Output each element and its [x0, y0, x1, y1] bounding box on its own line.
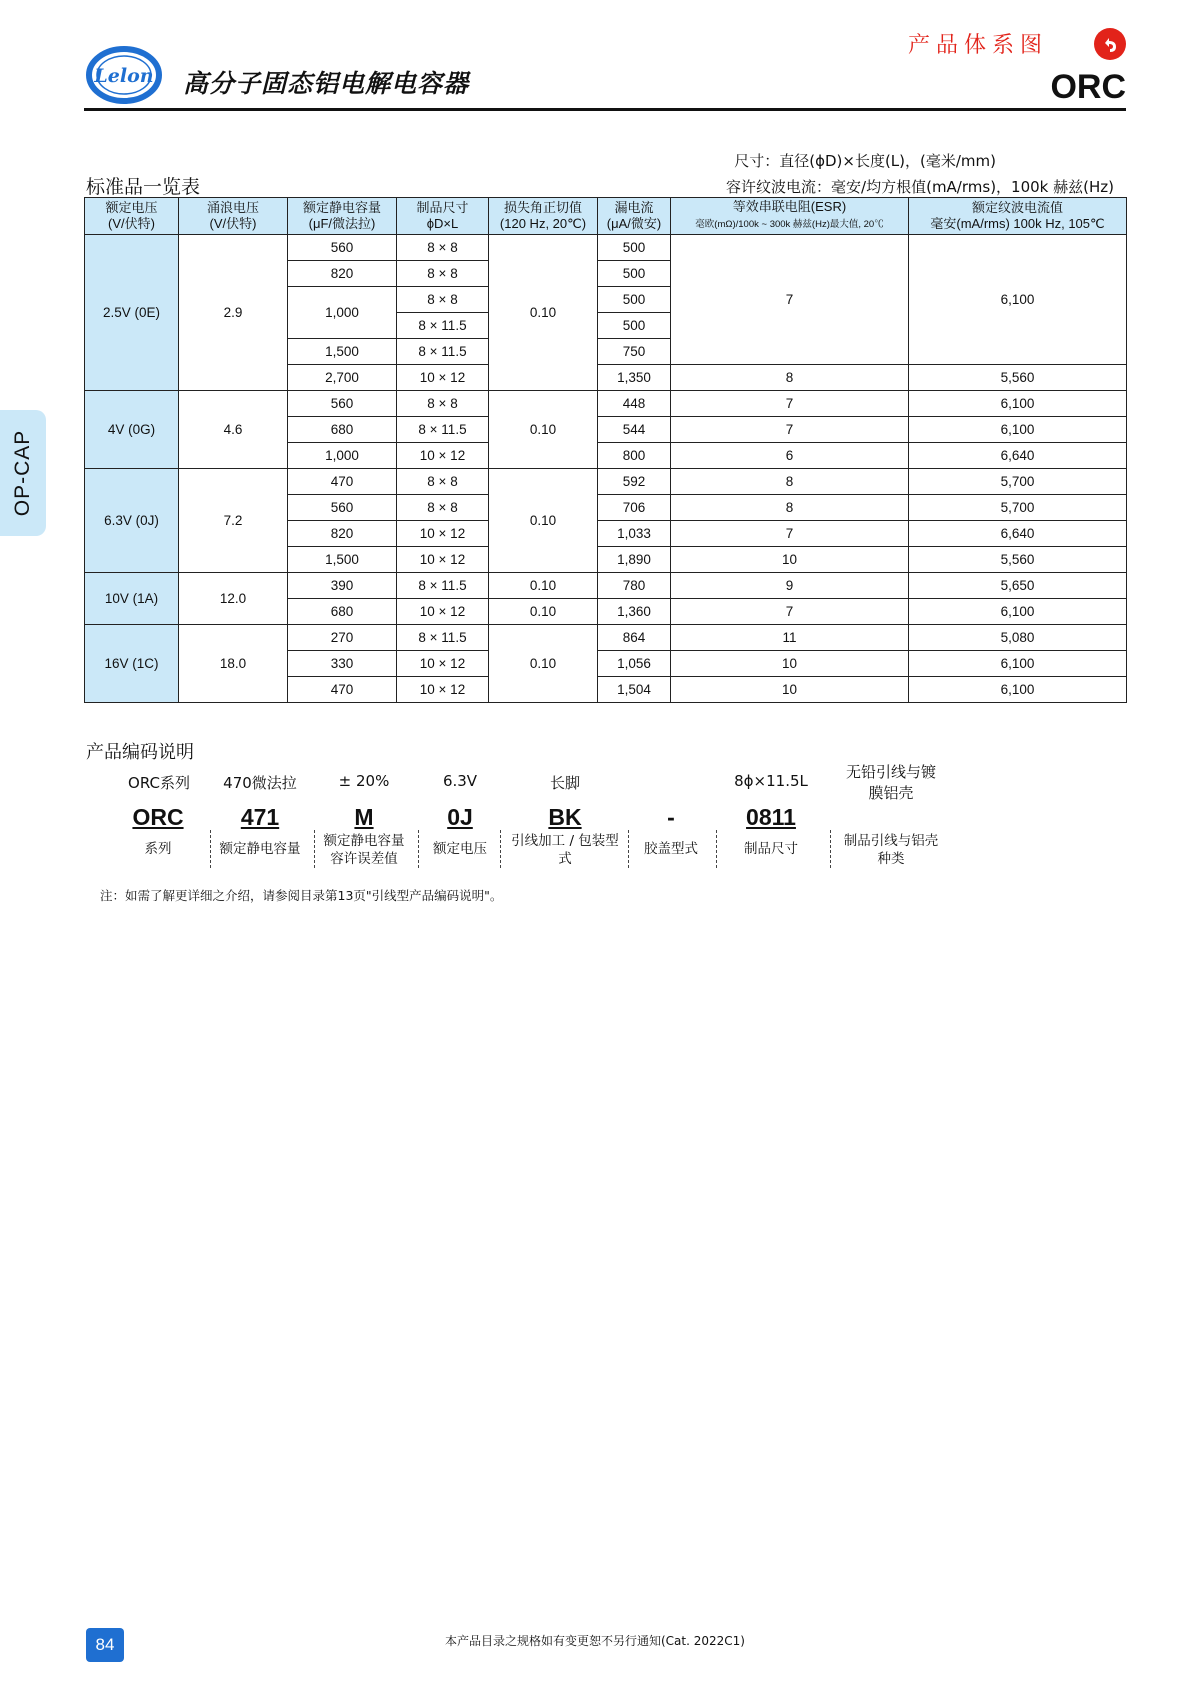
esr-cell: 10	[671, 651, 909, 677]
ripple-unit-note: 容许纹波电流：毫安/均方根值(mA/rms)，100k 赫兹(Hz)	[726, 178, 1114, 196]
table-row	[85, 573, 1127, 599]
tan-delta-cell: 0.10	[489, 469, 598, 573]
size-cell: 8 × 8	[397, 391, 489, 417]
size-cell: 10 × 12	[397, 677, 489, 703]
size-cell: 8 × 11.5	[397, 313, 489, 339]
tan-delta-cell: 0.10	[489, 573, 598, 599]
ripple-cell: 6,100	[909, 677, 1127, 703]
leakage-cell: 592	[598, 469, 671, 495]
table-row	[85, 469, 1127, 495]
ripple-cell: 6,100	[909, 599, 1127, 625]
esr-cell: 7	[671, 391, 909, 417]
capacitance-cell: 820	[288, 521, 397, 547]
size-cell: 8 × 11.5	[397, 417, 489, 443]
rated-voltage-cell: 10V (1A)	[85, 573, 179, 625]
size-cell: 10 × 12	[397, 547, 489, 573]
tan-delta-cell: 0.10	[489, 391, 598, 469]
capacitance-cell: 820	[288, 261, 397, 287]
label-capacitance: 额定静电容量	[219, 841, 301, 857]
size-cell: 8 × 8	[397, 287, 489, 313]
col-header-ripple: 额定纹波电流值 毫安(mA/rms) 100k Hz, 105℃	[909, 198, 1127, 235]
page-title: 高分子固态铝电解电容器	[183, 69, 470, 98]
footer-disclaimer: 本产品目录之规格如有变更恕不另行通知(Cat. 2022C1)	[445, 1634, 745, 1648]
esr-cell: 7	[671, 599, 909, 625]
surge-voltage-cell: 2.9	[179, 235, 288, 391]
size-cell: 8 × 8	[397, 495, 489, 521]
rated-voltage-cell: 4V (0G)	[85, 391, 179, 469]
capacitance-cell: 560	[288, 235, 397, 261]
size-cell: 8 × 11.5	[397, 625, 489, 651]
ripple-cell: 5,700	[909, 469, 1127, 495]
leakage-cell: 864	[598, 625, 671, 651]
esr-cell: 8	[671, 495, 909, 521]
tan-delta-cell: 0.10	[489, 599, 598, 625]
surge-voltage-cell: 7.2	[179, 469, 288, 573]
example-lead-plating: 无铅引线与镀 膜铝壳	[845, 763, 936, 802]
code-lead: BK	[548, 804, 582, 830]
leakage-cell: 448	[598, 391, 671, 417]
leakage-cell: 500	[598, 235, 671, 261]
capacitance-cell: 2,700	[288, 365, 397, 391]
standard-product-table	[84, 197, 1127, 703]
example-series: ORC系列	[128, 774, 190, 792]
label-size: 制品尺寸	[744, 841, 798, 857]
ripple-cell: 6,100	[909, 391, 1127, 417]
size-cell: 8 × 11.5	[397, 339, 489, 365]
leakage-cell: 1,890	[598, 547, 671, 573]
leakage-cell: 1,350	[598, 365, 671, 391]
side-tab-op-cap[interactable]	[0, 410, 46, 536]
surge-voltage-cell: 12.0	[179, 573, 288, 625]
example-voltage: 6.3V	[442, 772, 478, 790]
leakage-cell: 500	[598, 287, 671, 313]
capacitance-cell: 1,000	[288, 287, 397, 339]
code-voltage: 0J	[447, 804, 473, 830]
capacitance-cell: 680	[288, 417, 397, 443]
logo-text: Lelon	[94, 65, 154, 87]
label-tolerance: 额定静电容量 容许误差值	[323, 833, 405, 867]
ripple-cell: 6,640	[909, 443, 1127, 469]
tan-delta-cell: 0.10	[489, 625, 598, 703]
label-lead-packaging: 引线加工 / 包装型 式	[511, 833, 619, 867]
leakage-cell: 750	[598, 339, 671, 365]
label-series: 系列	[144, 841, 172, 857]
size-cell: 10 × 12	[397, 599, 489, 625]
table-row	[85, 391, 1127, 417]
capacitance-cell: 470	[288, 469, 397, 495]
back-arrow-icon[interactable]	[1094, 28, 1126, 60]
esr-cell: 11	[671, 625, 909, 651]
leakage-cell: 500	[598, 261, 671, 287]
ripple-cell: 5,700	[909, 495, 1127, 521]
code-tolerance: M	[354, 804, 374, 830]
esr-cell: 7	[671, 235, 909, 365]
capacitance-cell: 1,000	[288, 443, 397, 469]
capacitance-cell: 560	[288, 495, 397, 521]
size-cell: 8 × 8	[397, 235, 489, 261]
example-tolerance: ± 20%	[338, 772, 390, 790]
label-cap-type: 胶盖型式	[644, 841, 698, 857]
capacitance-cell: 470	[288, 677, 397, 703]
lelon-logo	[86, 46, 162, 104]
leakage-cell: 1,056	[598, 651, 671, 677]
table-row	[85, 235, 1127, 261]
leakage-cell: 706	[598, 495, 671, 521]
esr-cell: 8	[671, 469, 909, 495]
code-capacitance: 471	[240, 804, 280, 830]
divider	[500, 830, 501, 868]
capacitance-cell: 680	[288, 599, 397, 625]
leakage-cell: 1,033	[598, 521, 671, 547]
rated-voltage-cell: 6.3V (0J)	[85, 469, 179, 573]
ripple-cell: 5,560	[909, 365, 1127, 391]
size-unit-note: 尺寸：直径(ϕD)×长度(L)，(毫米/mm)	[734, 152, 996, 170]
product-system-link[interactable]: 产品体系图	[907, 33, 1048, 58]
esr-cell: 10	[671, 677, 909, 703]
leakage-cell: 500	[598, 313, 671, 339]
table-caption: 标准品一览表	[86, 176, 201, 198]
ripple-cell: 5,560	[909, 547, 1127, 573]
leakage-cell: 544	[598, 417, 671, 443]
surge-voltage-cell: 18.0	[179, 625, 288, 703]
header-divider	[84, 108, 1126, 111]
example-capacitance: 470微法拉	[223, 774, 297, 792]
col-header-esr: 等效串联电阻(ESR) 毫欧(mΩ)/100k ~ 300k 赫兹(Hz)最大值, 20℃	[671, 198, 909, 235]
leakage-cell: 1,360	[598, 599, 671, 625]
table-row	[85, 625, 1127, 651]
capacitance-cell: 270	[288, 625, 397, 651]
page-number-badge: 84	[86, 1628, 124, 1662]
series-code: ORC	[1050, 68, 1126, 106]
rated-voltage-cell: 2.5V (0E)	[85, 235, 179, 391]
example-size: 8ϕ×11.5L	[734, 772, 808, 790]
size-cell: 10 × 12	[397, 443, 489, 469]
size-cell: 8 × 8	[397, 469, 489, 495]
leakage-cell: 1,504	[598, 677, 671, 703]
leakage-cell: 800	[598, 443, 671, 469]
side-tab-label: OP-CAP	[11, 429, 34, 517]
ripple-cell: 6,100	[909, 417, 1127, 443]
ripple-cell: 5,650	[909, 573, 1127, 599]
ripple-cell: 5,080	[909, 625, 1127, 651]
code-section-caption: 产品编码说明	[86, 742, 194, 763]
code-series: ORC	[132, 804, 184, 830]
capacitance-cell: 1,500	[288, 339, 397, 365]
label-lead-case: 制品引线与铝壳 种类	[843, 833, 939, 867]
size-cell: 10 × 12	[397, 365, 489, 391]
label-voltage: 额定电压	[433, 841, 487, 857]
col-header-surge-voltage: 涌浪电压 (V/伏特)	[179, 198, 288, 235]
esr-cell: 7	[671, 521, 909, 547]
col-header-tan-delta: 损失角正切值 (120 Hz, 20℃)	[489, 198, 598, 235]
ripple-cell: 6,640	[909, 521, 1127, 547]
capacitance-cell: 560	[288, 391, 397, 417]
capacitance-cell: 1,500	[288, 547, 397, 573]
esr-cell: 9	[671, 573, 909, 599]
ripple-cell: 6,100	[909, 651, 1127, 677]
size-cell: 8 × 8	[397, 261, 489, 287]
capacitance-cell: 390	[288, 573, 397, 599]
surge-voltage-cell: 4.6	[179, 391, 288, 469]
example-lead: 长脚	[549, 774, 580, 792]
table-header-row	[85, 198, 1127, 235]
footnote: 注：如需了解更详细之介绍，请参阅目录第13页"引线型产品编码说明"。	[100, 888, 503, 903]
rated-voltage-cell: 16V (1C)	[85, 625, 179, 703]
tan-delta-cell: 0.10	[489, 235, 598, 391]
col-header-capacitance: 额定静电容量 (μF/微法拉)	[288, 198, 397, 235]
esr-cell: 10	[671, 547, 909, 573]
col-header-size: 制品尺寸 ϕD×L	[397, 198, 489, 235]
leakage-cell: 780	[598, 573, 671, 599]
capacitance-cell: 330	[288, 651, 397, 677]
col-header-leakage: 漏电流 (μA/微安)	[598, 198, 671, 235]
size-cell: 10 × 12	[397, 521, 489, 547]
col-header-rated-voltage: 额定电压 (V/伏特)	[85, 198, 179, 235]
esr-cell: 6	[671, 443, 909, 469]
esr-cell: 7	[671, 417, 909, 443]
esr-cell: 8	[671, 365, 909, 391]
code-size: 0811	[746, 804, 796, 830]
size-cell: 8 × 11.5	[397, 573, 489, 599]
code-separator: -	[667, 804, 675, 830]
ripple-cell: 6,100	[909, 235, 1127, 365]
size-cell: 10 × 12	[397, 651, 489, 677]
